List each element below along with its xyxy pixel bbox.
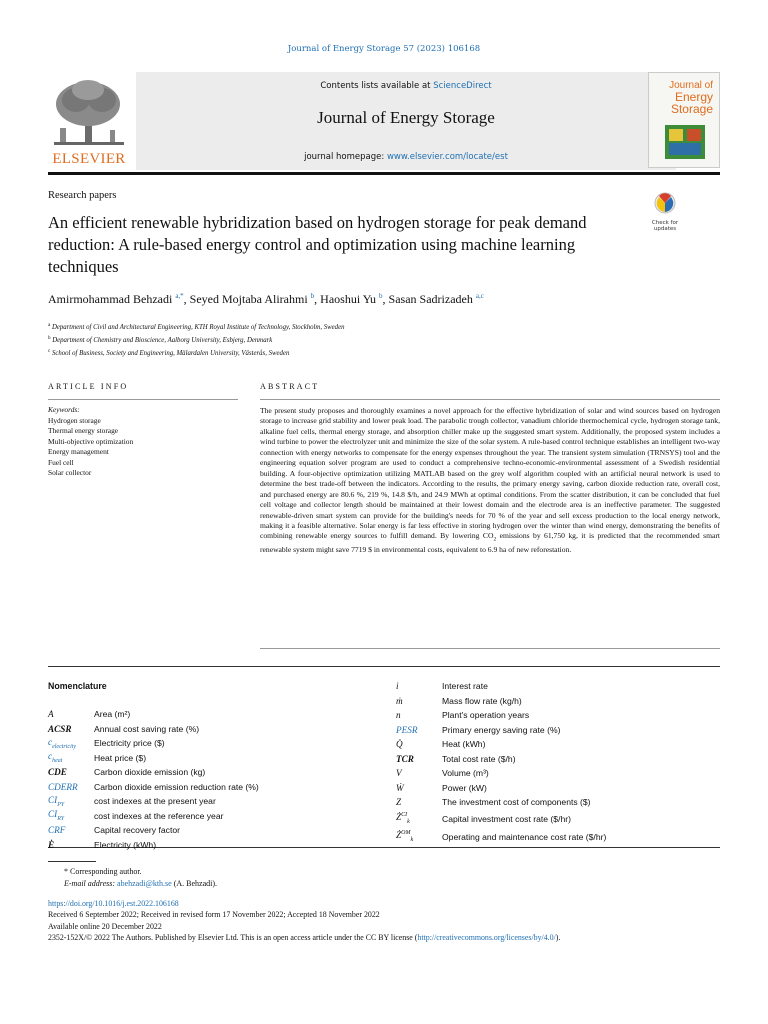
affiliation: $^c$ School of Business, Society and Engineering, Mälardalen University, Västerås, Sweden: [48, 349, 290, 357]
affiliation: $^b$ Department of Chemistry and Bioscience, Aalborg University, Esbjerg, Denmark: [48, 336, 273, 344]
nomenclature-row: CDE Carbon dioxide emission (kg): [48, 767, 206, 778]
license-link[interactable]: http://creativecommons.org/licenses/by/4.0/: [417, 932, 556, 942]
nomenclature-row: $CI_{RY}$ cost indexes at the reference year: [48, 809, 224, 823]
nomenclature-row: $Ż^{OM}_k$ Operating and maintenance cost rate ($/hr): [396, 830, 607, 843]
homepage-link[interactable]: www.elsevier.com/locate/est: [386, 152, 508, 162]
email-note: E-mail address: abehzadi@kth.se (A. Behzadi).: [64, 879, 218, 888]
cover-title-line3: Storage: [670, 102, 713, 116]
nomenclature-right-column: [396, 679, 606, 846]
article-info-rule: [48, 399, 238, 400]
abstract-rule-top: [260, 399, 720, 400]
nomenclature-row: Ė Electricity (kWh): [48, 839, 157, 850]
abstract-text: The present study proposes and thoroughly examines a novel approach for the effective hybridization of solar and wind sources based on hydrogen storage to increase grid stability and lower peak load. The parabolic trough collector, vanadium chloride thermochemical cycle, hydrogen storage tank, alkaline fuel cells, thermal energy storage, and absorption chiller make up the suggested smart system. Additionally, the proposed system includes a wind turbine to power the electrolyzer unit and minimize the size of the solar system. A rule-based control technique establishes an intelligent two-way connection with energy networks to compensate for the energy expenses throughout the year. The transient system simulation (TRNSYS) tool and the engineering equation solver program are used to conduct a comprehensive techno-economic-environmental assessment of a Swedish residential building. A four-objective optimization utilizing MATLAB based on the grey wolf algorithm coupled with an artificial neural network is used to determine the best trade-off between the indicators. According to the results, the primary energy saving, carbon dioxide reduction rate, overall cost, and purchased energy are 80.6 %, 219 %, 14.8 $/h, and 24.9 MWh at optimal conditions. From the scatter distribution, it can be concluded that fuel cell voltage and collector length should be maintained at their lowest domain and the electrode area is an ineffective parameter. The suggested renewable-driven smart system can provide for the building's needs for 70 % of the year and sell excess production to the local energy network, making it a feasible alternative. Solar energy is far less effective in storing hydrogen over the winter than wind energy, demonstrating the benefits of combining renewable energy sources to fulfill demand. By lowering $CO_2$ emissions by 61,750 kg, it is predicted that the recommended smart renewable system might save 7719 $ in environmental costs, equivalent to 6.9 ha of new reforestation.: [260, 406, 721, 555]
journal-masthead: [48, 72, 720, 172]
author-list: Amirmohammad Behzadi $^{a,*}$, Seyed Mojtaba Alirahmi $^b$, Haoshui Yu $^b$, Sasan Sadrizadeh $^{a,c}$: [48, 292, 484, 306]
journal-title: Journal of Energy Storage: [317, 108, 495, 127]
contents-line: [136, 81, 676, 91]
affiliations: [48, 320, 344, 359]
keyword: Multi-objective optimization: [48, 436, 134, 446]
keyword: Hydrogen storage: [48, 415, 101, 425]
tree-icon: [48, 76, 130, 150]
author-name[interactable]: Sasan Sadrizadeh: [388, 292, 473, 306]
email-link[interactable]: abehzadi@kth.se: [117, 879, 172, 888]
masthead-banner: [136, 72, 676, 170]
author-name[interactable]: Amirmohammad Behzadi: [48, 292, 173, 306]
nomenclature-box: [48, 666, 720, 848]
paper-title: An efficient renewable hybridization based on hydrogen storage for peak demand reduction: A rule-based energy control and optimization using machine learning techniques: [48, 213, 587, 276]
nomenclature-row: V Volume (m³): [396, 768, 489, 779]
contents-prefix: Contents lists available at: [320, 81, 431, 91]
nomenclature-left-column: [48, 707, 259, 852]
author-affil-mark[interactable]: a,*: [175, 292, 184, 300]
running-header[interactable]: Journal of Energy Storage 57 (2023) 106168: [287, 44, 481, 54]
nomenclature-row: Q̇ Heat (kWh): [396, 739, 486, 750]
author-affil-mark[interactable]: b: [310, 292, 315, 300]
nomenclature-row: $c_{heat}$ Heat price ($): [48, 751, 147, 765]
crossmark-label-1: Check for: [651, 220, 679, 226]
nomenclature-row: ṁ Mass flow rate (kg/h): [396, 695, 522, 706]
abstract-rule-bottom: [260, 648, 720, 649]
doi-link[interactable]: https://doi.org/10.1016/j.est.2022.106168: [48, 899, 179, 908]
keyword: Fuel cell: [48, 457, 74, 467]
crossmark-label-2: updates: [653, 226, 677, 232]
journal-cover[interactable]: [648, 72, 720, 168]
author-name[interactable]: Haoshui Yu: [320, 292, 377, 306]
keyword: Energy management: [48, 447, 109, 456]
abstract-heading: ABSTRACT: [260, 382, 320, 391]
nomenclature-row: CRF Capital recovery factor: [48, 825, 180, 836]
nomenclature-row: Ẇ Power (kW): [396, 782, 487, 793]
elsevier-wordmark: ELSEVIER: [52, 151, 126, 167]
cover-art-icon: [649, 73, 720, 168]
author-affil-mark[interactable]: a,c: [475, 292, 484, 300]
keywords-label: Keywords:: [48, 405, 80, 414]
nomenclature-row: n Plant's operation years: [396, 710, 530, 721]
nomenclature-row: CDERR Carbon dioxide emission reduction rate (%): [48, 781, 259, 792]
homepage-line: [136, 152, 676, 162]
author-affil-mark[interactable]: b: [379, 292, 383, 300]
keyword: Thermal energy storage: [48, 426, 119, 435]
sciencedirect-link[interactable]: ScienceDirect: [433, 81, 492, 91]
crossmark-icon: [654, 192, 676, 216]
affiliation: $^a$ Department of Civil and Architectural Engineering, KTH Royal Institute of Technology, Stockholm, Sweden: [48, 323, 345, 331]
article-history: [48, 898, 728, 943]
nomenclature-row: $CI_{PY}$ cost indexes at the present year: [48, 794, 216, 808]
nomenclature-row: A Area (m²): [48, 709, 131, 720]
available-online: Available online 20 December 2022: [48, 921, 162, 931]
keywords-block: [48, 405, 238, 479]
article-info-heading: ARTICLE INFO: [48, 382, 129, 391]
nomenclature-row: TCR Total cost rate ($/h): [396, 753, 516, 764]
keyword: Solar collector: [48, 468, 92, 477]
nomenclature-row: PESR Primary energy saving rate (%): [396, 724, 561, 735]
cover-title-line2: Energy: [674, 90, 713, 104]
elsevier-logo[interactable]: [48, 76, 130, 168]
author-name[interactable]: Seyed Mojtaba Alirahmi: [189, 292, 308, 306]
check-for-updates-badge[interactable]: [646, 192, 684, 234]
nomenclature-row: i Interest rate: [396, 681, 488, 692]
nomenclature-title: Nomenclature: [48, 681, 107, 691]
nomenclature-row: $Ż^{CI}_k$ Capital investment cost rate ($/hr): [396, 812, 571, 825]
nomenclature-row: $c_{electricity}$ Electricity price ($): [48, 736, 165, 750]
masthead-rule: [48, 172, 720, 175]
section-type: Research papers: [48, 190, 117, 201]
nomenclature-row: ACSR Annual cost saving rate (%): [48, 723, 200, 734]
footnotes: [48, 866, 217, 890]
cover-title-line1: Journal of: [669, 80, 713, 91]
corresponding-author-note: * Corresponding author.: [64, 867, 142, 876]
license-line: 2352-152X/© 2022 The Authors. Published by Elsevier Ltd. This is an open access article under the CC BY license (http://creativecommons.org/licenses/by/4.0/).: [48, 932, 561, 942]
footnote-rule: [48, 861, 96, 862]
homepage-prefix: journal homepage:: [304, 152, 385, 162]
received-dates: Received 6 September 2022; Received in revised form 17 November 2022; Accepted 18 November 2022: [48, 910, 380, 920]
nomenclature-row: Z The investment cost of components ($): [396, 797, 591, 808]
